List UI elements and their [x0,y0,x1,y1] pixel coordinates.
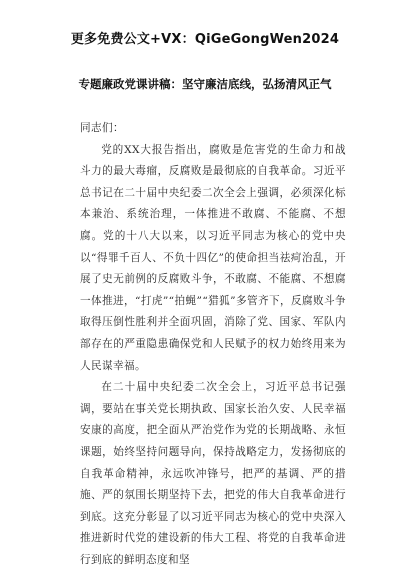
promo-header: 更多免费公文+VX：QiGeGongWen2024 [70,32,340,47]
paragraph-1: 党的XX大报告指出，腐败是危害党的生命力和战斗力的最大毒瘤，反腐败是最彻底的自我革命。习近平总书记在二十届中央纪委二次全会上强调，必须深化标本兼治、系统治理，一体推进不敢腐、不能腐、不想腐。党的十八大以来，以习近平同志为核心的党中央以“得罪千百人、不负十四亿”的使命担当祛疴治乱，开展了史无前例的反腐败斗争，不敢腐、不能腐、不想腐一体推进，“打虎”“拍蝇”“猎狐”多管齐下，反腐败斗争取得压倒性胜利并全面巩固，消除了党、国家、军队内部存在的严重隐患确保党和人民赋予的权力始终用来为人民谋幸福。 [80,143,346,372]
document-title: 专题廉政党课讲稿：坚守廉洁底线，弘扬清风正气 [78,77,332,91]
salutation: 同志们： [80,122,124,134]
paragraph-2: 在二十届中央纪委二次全会上，习近平总书记强调，要站在事关党长期执政、国家长治久安、人民幸福安康的高度，把全面从严治党作为党的长期战略、永恒课题，始终坚持问题导向，保持战略定力，发扬彻底的自我革命精神，永远吹冲锋号，把严的基调、严的措施、严的氛围长期坚持下去，把党的伟大自我革命进行到底。这充分彰显了以习近平同志为核心的党中央深入推进新时代党的建设新的伟大工程、将党的自我革命进行到底的鲜明态度和坚 [80,381,346,566]
document-body [80,118,346,571]
